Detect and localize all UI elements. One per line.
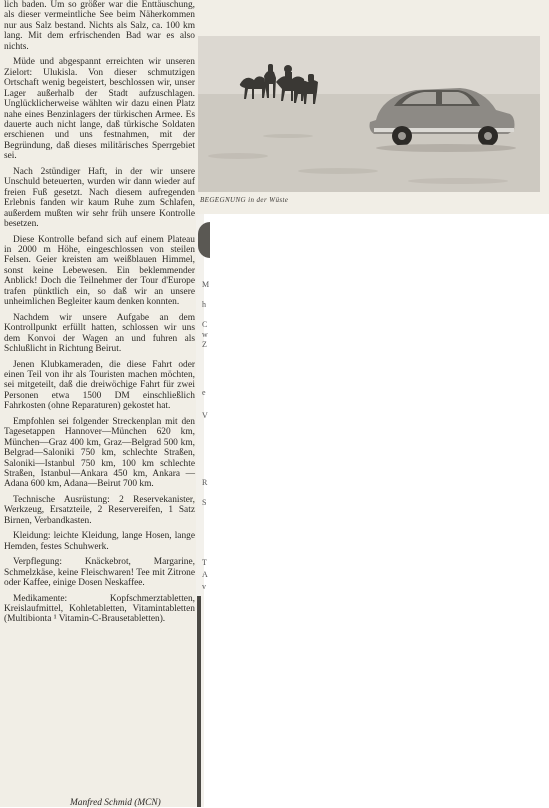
- neighbor-fragment: v: [202, 582, 206, 591]
- article-paragraph: Diese Kontrolle befand sich auf einem Plateau in 2000 m Höhe, eingeschlossen von steilen Felsen. Geier kreisten am weißblauen Himmel, sonst keine Lebewesen. Ein beklemmender Anblick! Doch die Teilnehmer der Tour d'Europe trafen pünktlich ein, so daß wir an unsere unheimlichen Begleiter kaum denken konnten.: [4, 234, 195, 308]
- photo-car-camels: [198, 36, 540, 192]
- neighbor-column: [199, 228, 219, 807]
- neighbor-fragment: Z: [202, 340, 207, 349]
- neighbor-fragment: C: [202, 320, 208, 329]
- photo-illustration: [198, 36, 540, 192]
- article-paragraph: lich baden. Um so größer war die Enttäuschung, als dieser vermeintliche See beim Näherkommen nur aus Salz bestand. Nichts als Salz, ca. 100 km lang. Mit dem erfrischenden Bad war es also nichts.: [4, 0, 195, 52]
- article-paragraph: Jenen Klubkameraden, die diese Fahrt oder einen Teil von ihr als Touristen machen möchten, sei mitgeteilt, daß die dreiwöchige Fahrt für zwei Personen etwa 1500 DM einschließlich Fahrkosten (ohne Reparaturen) gekostet hat.: [4, 359, 195, 412]
- article-paragraph: Müde und abgespannt erreichten wir unseren Zielort: Ulukisla. Von dieser schmutzigen Ortschaft wenig begeistert, beschlossen wir, unser Lager außerhalb der Stadt aufzuschlagen. Unglücklicherweise wählten wir dazu einen Platz nahe eines Benzinlagers der türkischen Armee. Es dauerte auch nicht lange, daß türkische Soldaten erschienen und uns festnahmen, mit der Begründung, daß dieses militärisches Sperrgebiet sei.: [4, 57, 195, 162]
- article-column: [4, 0, 195, 630]
- photo-caption: BEGEGNUNG in der Wüste: [200, 196, 289, 204]
- neighbor-fragment: h: [202, 300, 206, 309]
- article-paragraph: Technische Ausrüstung: 2 Reservekanister, Werkzeug, Ersatzteile, 2 Reservereifen, 1 Satz Birnen, Verbandkasten.: [4, 494, 195, 526]
- neighbor-fragment: A: [202, 570, 208, 579]
- article-paragraph: Nach 2stündiger Haft, in der wir unsere Unschuld beteuerten, wurden wir dann wieder auf freien Fuß gesetzt. Nach diesem aufregenden Erlebnis fanden wir kaum Ruhe zum Schlafen, außerdem mußten wir sehr früh unsere Kontrolle besetzen.: [4, 166, 195, 230]
- article-paragraph: Empfohlen sei folgender Streckenplan mit den Tagesetappen Hannover—München 620 km, München—Graz 400 km, Graz—Belgrad 500 km, Belgrad—Saloniki 750 km, schlechte Straßen, Saloniki—Istanbul 750 km, 100 km schlechte Straßen, Istanbul—Ankara 450 km, Ankara — Adana 600 km, Adana—Beirut 700 km.: [4, 416, 195, 490]
- article-paragraph: Verpflegung: Knäckebrot, Margarine, Schmelzkäse, keine Fleischwaren! Tee mit Zitrone oder Kaffee, einige Dosen Neskaffee.: [4, 557, 195, 589]
- neighbor-fragment: e: [202, 388, 206, 397]
- article-paragraph: Kleidung: leichte Kleidung, lange Hosen, lange Hemden, festes Schuhwerk.: [4, 531, 195, 552]
- neighbor-fragment: V: [202, 411, 208, 420]
- neighbor-fragment: S: [202, 498, 207, 507]
- article-paragraph: Medikamente: Kopfschmerztabletten, Kreislaufmittel, Kohletabletten, Vitamintabletten (Multibionta ¹ Vitamin-C-Brausetabletten).: [4, 593, 195, 625]
- article-paragraph: Nachdem wir unsere Aufgabe an dem Kontrollpunkt erfüllt hatten, schlossen wir uns dem Konvoi der Wagen an und fuhren als Schlußlicht in Richtung Beirut.: [4, 312, 195, 355]
- neighbor-fragment: T: [202, 558, 207, 567]
- neighbor-fragment: M: [202, 280, 210, 289]
- author-signature: Manfred Schmid (MCN): [70, 798, 161, 808]
- neighbor-fragment: R: [202, 478, 208, 487]
- neighbor-fragment: w: [202, 330, 208, 339]
